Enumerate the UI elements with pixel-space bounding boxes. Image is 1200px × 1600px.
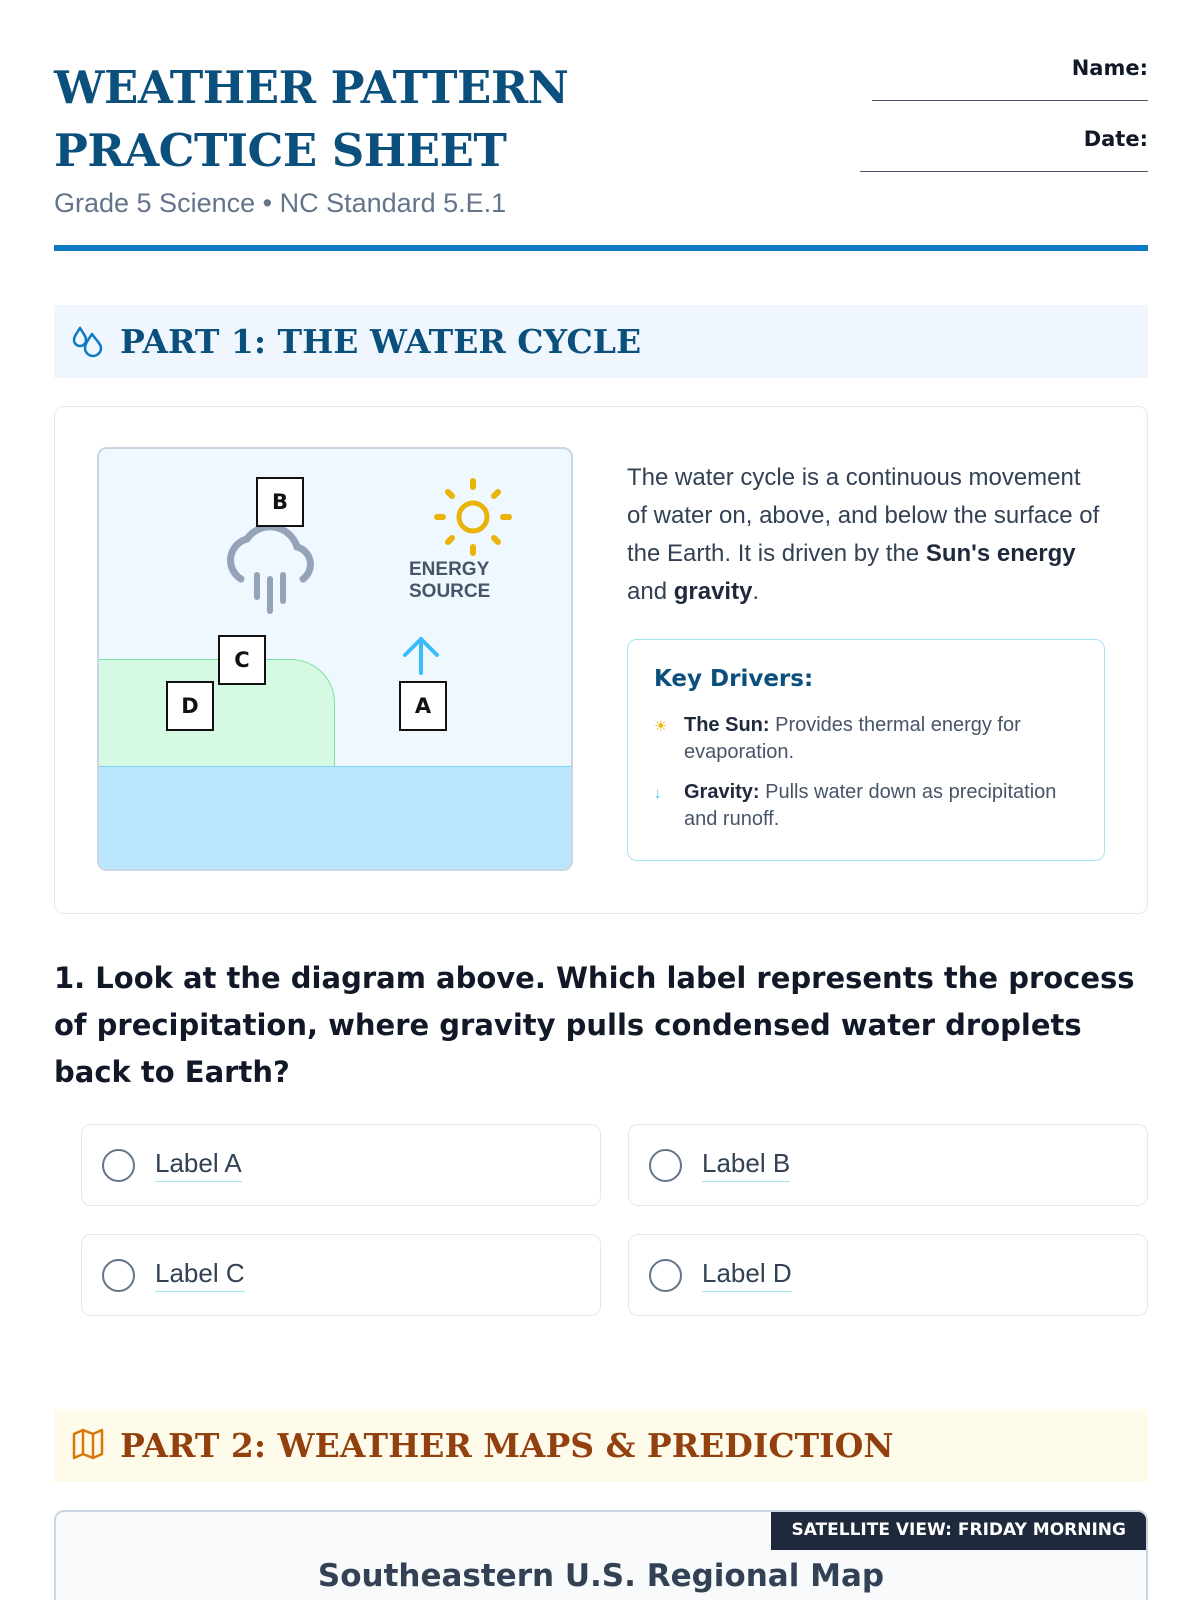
droplets-icon [70, 322, 106, 362]
small-sun-icon: ☀ [654, 718, 668, 735]
driver-sun: ☀ The Sun: Provides thermal energy for evaporation. [654, 712, 1078, 766]
satellite-view-badge: SATELLITE VIEW: FRIDAY MORNING [771, 1512, 1146, 1550]
water-cycle-diagram [97, 447, 573, 871]
worksheet-subtitle: Grade 5 Science • NC Standard 5.E.1 [54, 188, 507, 218]
radio-button[interactable] [649, 1259, 682, 1292]
date-field[interactable] [860, 171, 1148, 172]
weather-map-card [54, 1510, 1148, 1600]
worksheet-title: WEATHER PATTERN PRACTICE SHEET [54, 61, 569, 177]
key-drivers-title: Key Drivers: [654, 666, 814, 692]
energy-source-label: ENERGY SOURCE [409, 559, 491, 602]
name-field[interactable] [872, 100, 1148, 101]
label-d-tag: D [166, 681, 214, 731]
radio-button[interactable] [102, 1149, 135, 1182]
name-label: Name: [1071, 56, 1148, 80]
part1-title: PART 1: THE WATER CYCLE [120, 322, 642, 361]
part1-header [54, 305, 1148, 378]
option-label-a[interactable] [81, 1124, 601, 1206]
map-icon [70, 1426, 106, 1466]
date-label: Date: [1083, 127, 1148, 151]
land-area [99, 659, 335, 769]
option-label-b[interactable] [628, 1124, 1148, 1206]
map-title: Southeastern U.S. Regional Map [317, 1558, 885, 1594]
arrow-down-icon: ↓ [654, 785, 662, 802]
option-label-c[interactable] [81, 1234, 601, 1316]
radio-button[interactable] [102, 1259, 135, 1292]
option-label-text: Label B [702, 1148, 790, 1182]
header-divider [54, 245, 1148, 251]
part2-header [54, 1409, 1148, 1482]
label-b-tag: B [256, 477, 304, 527]
driver-gravity: ↓ Gravity: Pulls water down as precipitation and runoff. [654, 779, 1078, 833]
label-c-tag: C [218, 635, 266, 685]
option-label-d[interactable] [628, 1234, 1148, 1316]
radio-button[interactable] [649, 1149, 682, 1182]
label-a-tag: A [399, 681, 447, 731]
option-label-text: Label D [702, 1258, 792, 1292]
option-label-text: Label A [155, 1148, 242, 1182]
water-cycle-description: The water cycle is a continuous movement of water on, above, and below the surface of the Earth. It is driven by the Sun's energy and gravity. [627, 464, 1100, 605]
option-label-text: Label C [155, 1258, 245, 1292]
rain-cloud-icon [217, 521, 323, 625]
worksheet-header [54, 56, 1148, 219]
question-1-text: 1. Look at the diagram above. Which label represents the process of precipitation, where gravity pulls condensed water droplets back to Earth? [54, 961, 1135, 1089]
water-cycle-card [54, 406, 1148, 914]
arrow-up-icon [401, 635, 441, 681]
key-drivers-box [627, 639, 1105, 861]
student-info [848, 56, 1148, 198]
water-area [99, 766, 571, 871]
part2-title: PART 2: WEATHER MAPS & PREDICTION [120, 1426, 894, 1465]
sun-icon [433, 477, 513, 561]
